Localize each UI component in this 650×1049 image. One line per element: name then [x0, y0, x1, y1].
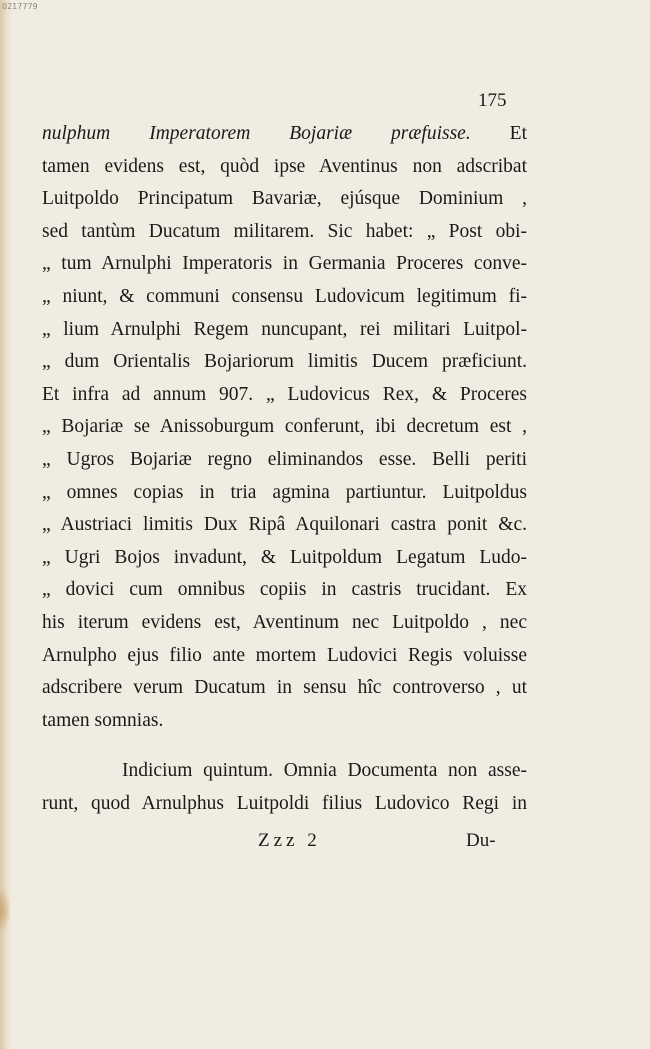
line-text: Luitpoldo Principatum Bavariæ, ejúsque Dominium , — [42, 188, 527, 210]
line-text: Indicium quintum. Omnia Documenta non asse- — [122, 760, 527, 782]
text-line — [42, 509, 527, 542]
text-line — [42, 788, 527, 821]
text-line — [42, 672, 527, 705]
text-line — [42, 477, 527, 510]
line-text: „ Ugri Bojos invadunt, & Luitpoldum Legatum Ludo- — [42, 546, 527, 568]
line-text: „ tum Arnulphi Imperatoris in Germania Proceres conve- — [42, 253, 527, 275]
text-line — [42, 183, 527, 216]
text-line — [42, 444, 527, 477]
line-text: tamen evidens est, quòd ipse Aventinus non adscribat — [42, 155, 527, 177]
text-line — [42, 411, 527, 444]
line-text: Et — [509, 123, 528, 144]
text-line — [42, 542, 527, 575]
italic-phrase: nulphum Imperatorem Bojariæ præfuisse. — [42, 123, 471, 144]
line-text: „ Ugros Bojariæ regno eliminandos esse. Belli periti — [42, 448, 527, 470]
text-line — [42, 640, 527, 673]
line-text: Arnulpho ejus filio ante mortem Ludovici Regis voluisse — [42, 644, 527, 666]
paper-stain — [0, 890, 10, 930]
text-line — [42, 346, 527, 379]
line-text: adscribere verum Ducatum in sensu hîc controverso , ut — [42, 677, 527, 699]
text-line — [42, 755, 527, 788]
line-text: „ omnes copias in tria agmina partiuntur. Luitpoldus — [42, 481, 527, 503]
line-text: sed tantùm Ducatum militarem. Sic habet: „ Post obi- — [42, 220, 527, 242]
line-text: „ Austriaci limitis Dux Ripâ Aquilonari castra ponit &c. — [42, 514, 527, 536]
line-text: „ Bojariæ se Anissoburgum conferunt, ibi decretum est , — [42, 416, 527, 438]
line-text: Et infra ad annum 907. „ Ludovicus Rex, & Proceres — [42, 383, 527, 405]
line-text: his iterum evidens est, Aventinum nec Luitpoldo , nec — [42, 611, 527, 633]
page-number: 175 — [478, 90, 507, 111]
signature-mark: Zzz 2 — [258, 830, 321, 851]
line-text: „ dum Orientalis Bojariorum limitis Ducem præficiunt. — [42, 351, 527, 373]
text-line — [42, 216, 527, 249]
text-line — [42, 574, 527, 607]
text-line — [42, 314, 527, 347]
line-text: „ niunt, & communi consensu Ludovicum legitimum fi- — [42, 285, 527, 307]
text-line — [42, 705, 527, 738]
line-text: „ lium Arnulphi Regem nuncupant, rei militari Luitpol- — [42, 318, 527, 340]
line-text: runt, quod Arnulphus Luitpoldi filius Ludovico Regi in — [42, 792, 527, 814]
body-text — [42, 118, 527, 820]
scan-id-label: 0217779 — [2, 2, 38, 11]
line-text: „ dovici cum omnibus copiis in castris trucidant. Ex — [42, 579, 527, 601]
text-line — [42, 248, 527, 281]
catchword: Du- — [466, 830, 496, 851]
text-line — [42, 607, 527, 640]
text-line — [42, 281, 527, 314]
text-line — [42, 379, 527, 412]
text-line — [42, 151, 527, 184]
line-text: tamen somnias. — [42, 709, 164, 731]
text-line — [42, 118, 527, 151]
